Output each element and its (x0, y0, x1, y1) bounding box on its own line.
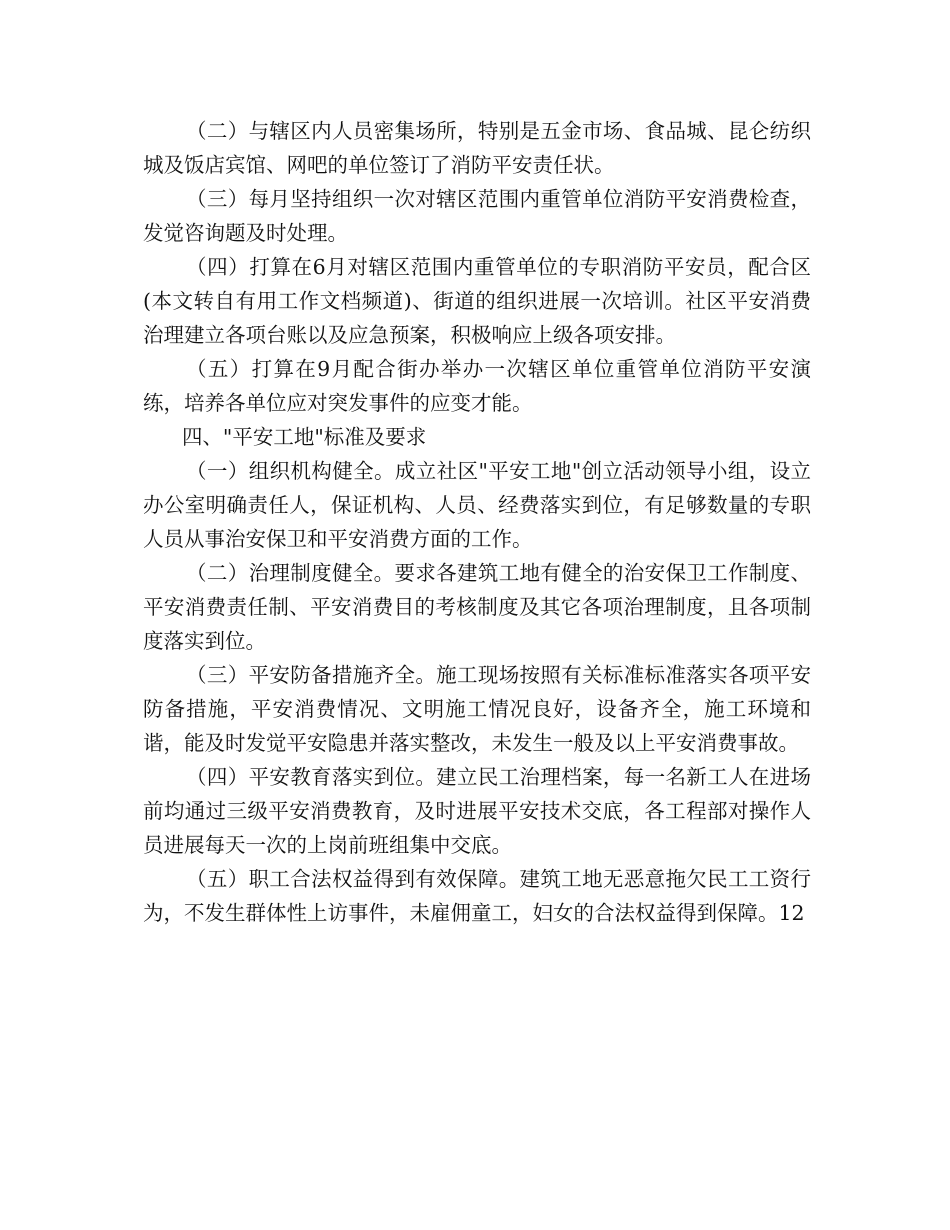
paragraph-rights: （五）职工合法权益得到有效保障。建筑工地无恶意拖欠民工工资行为，不发生群体性上访事件，未雇佣童工，妇女的合法权益得到保障。12 (143, 867, 811, 925)
paragraph-organization: （一）组织机构健全。成立社区"平安工地"创立活动领导小组，设立办公室明确责任人，保证机构、人员、经费落实到位，有足够数量的专职人员从事治安保卫和平安消费方面的工作。 (143, 459, 811, 551)
section-heading: 四、"平安工地"标准及要求 (181, 425, 427, 449)
paragraph-education: （四）平安教育落实到位。建立民工治理档案，每一名新工人在进场前均通过三级平安消费教育，及时进展平安技术交底，各工程部对操作人员进展每天一次的上岗前班组集中交底。 (143, 765, 811, 857)
paragraph-safety-measures: （三）平安防备措施齐全。施工现场按照有关标准标准落实各项平安防备措施，平安消费情况、文明施工情况良好，设备齐全，施工环境和谐，能及时发觉平安隐患并落实整改，未发生一般及以上平安消费事故。 (143, 663, 811, 755)
paragraph-3: （三）每月坚持组织一次对辖区范围内重管单位消防平安消费检查，发觉咨询题及时处理。 (143, 187, 811, 245)
paragraph-5: （五）打算在9月配合街办举办一次辖区单位重管单位消防平安演练，培养各单位应对突发事件的应变才能。 (143, 357, 811, 415)
document-body (143, 114, 811, 930)
paragraph-2: （二）与辖区内人员密集场所，特别是五金市场、食品城、昆仑纺织城及饭店宾馆、网吧的单位签订了消防平安责任状。 (143, 119, 811, 177)
paragraph-management: （二）治理制度健全。要求各建筑工地有健全的治安保卫工作制度、平安消费责任制、平安消费目的考核制度及其它各项治理制度，且各项制度落实到位。 (143, 561, 811, 653)
paragraph-4: （四）打算在6月对辖区范围内重管单位的专职消防平安员，配合区(本文转自有用工作文档频道)、街道的组织进展一次培训。社区平安消费治理建立各项台账以及应急预案，积极响应上级各项安排。 (143, 255, 811, 347)
